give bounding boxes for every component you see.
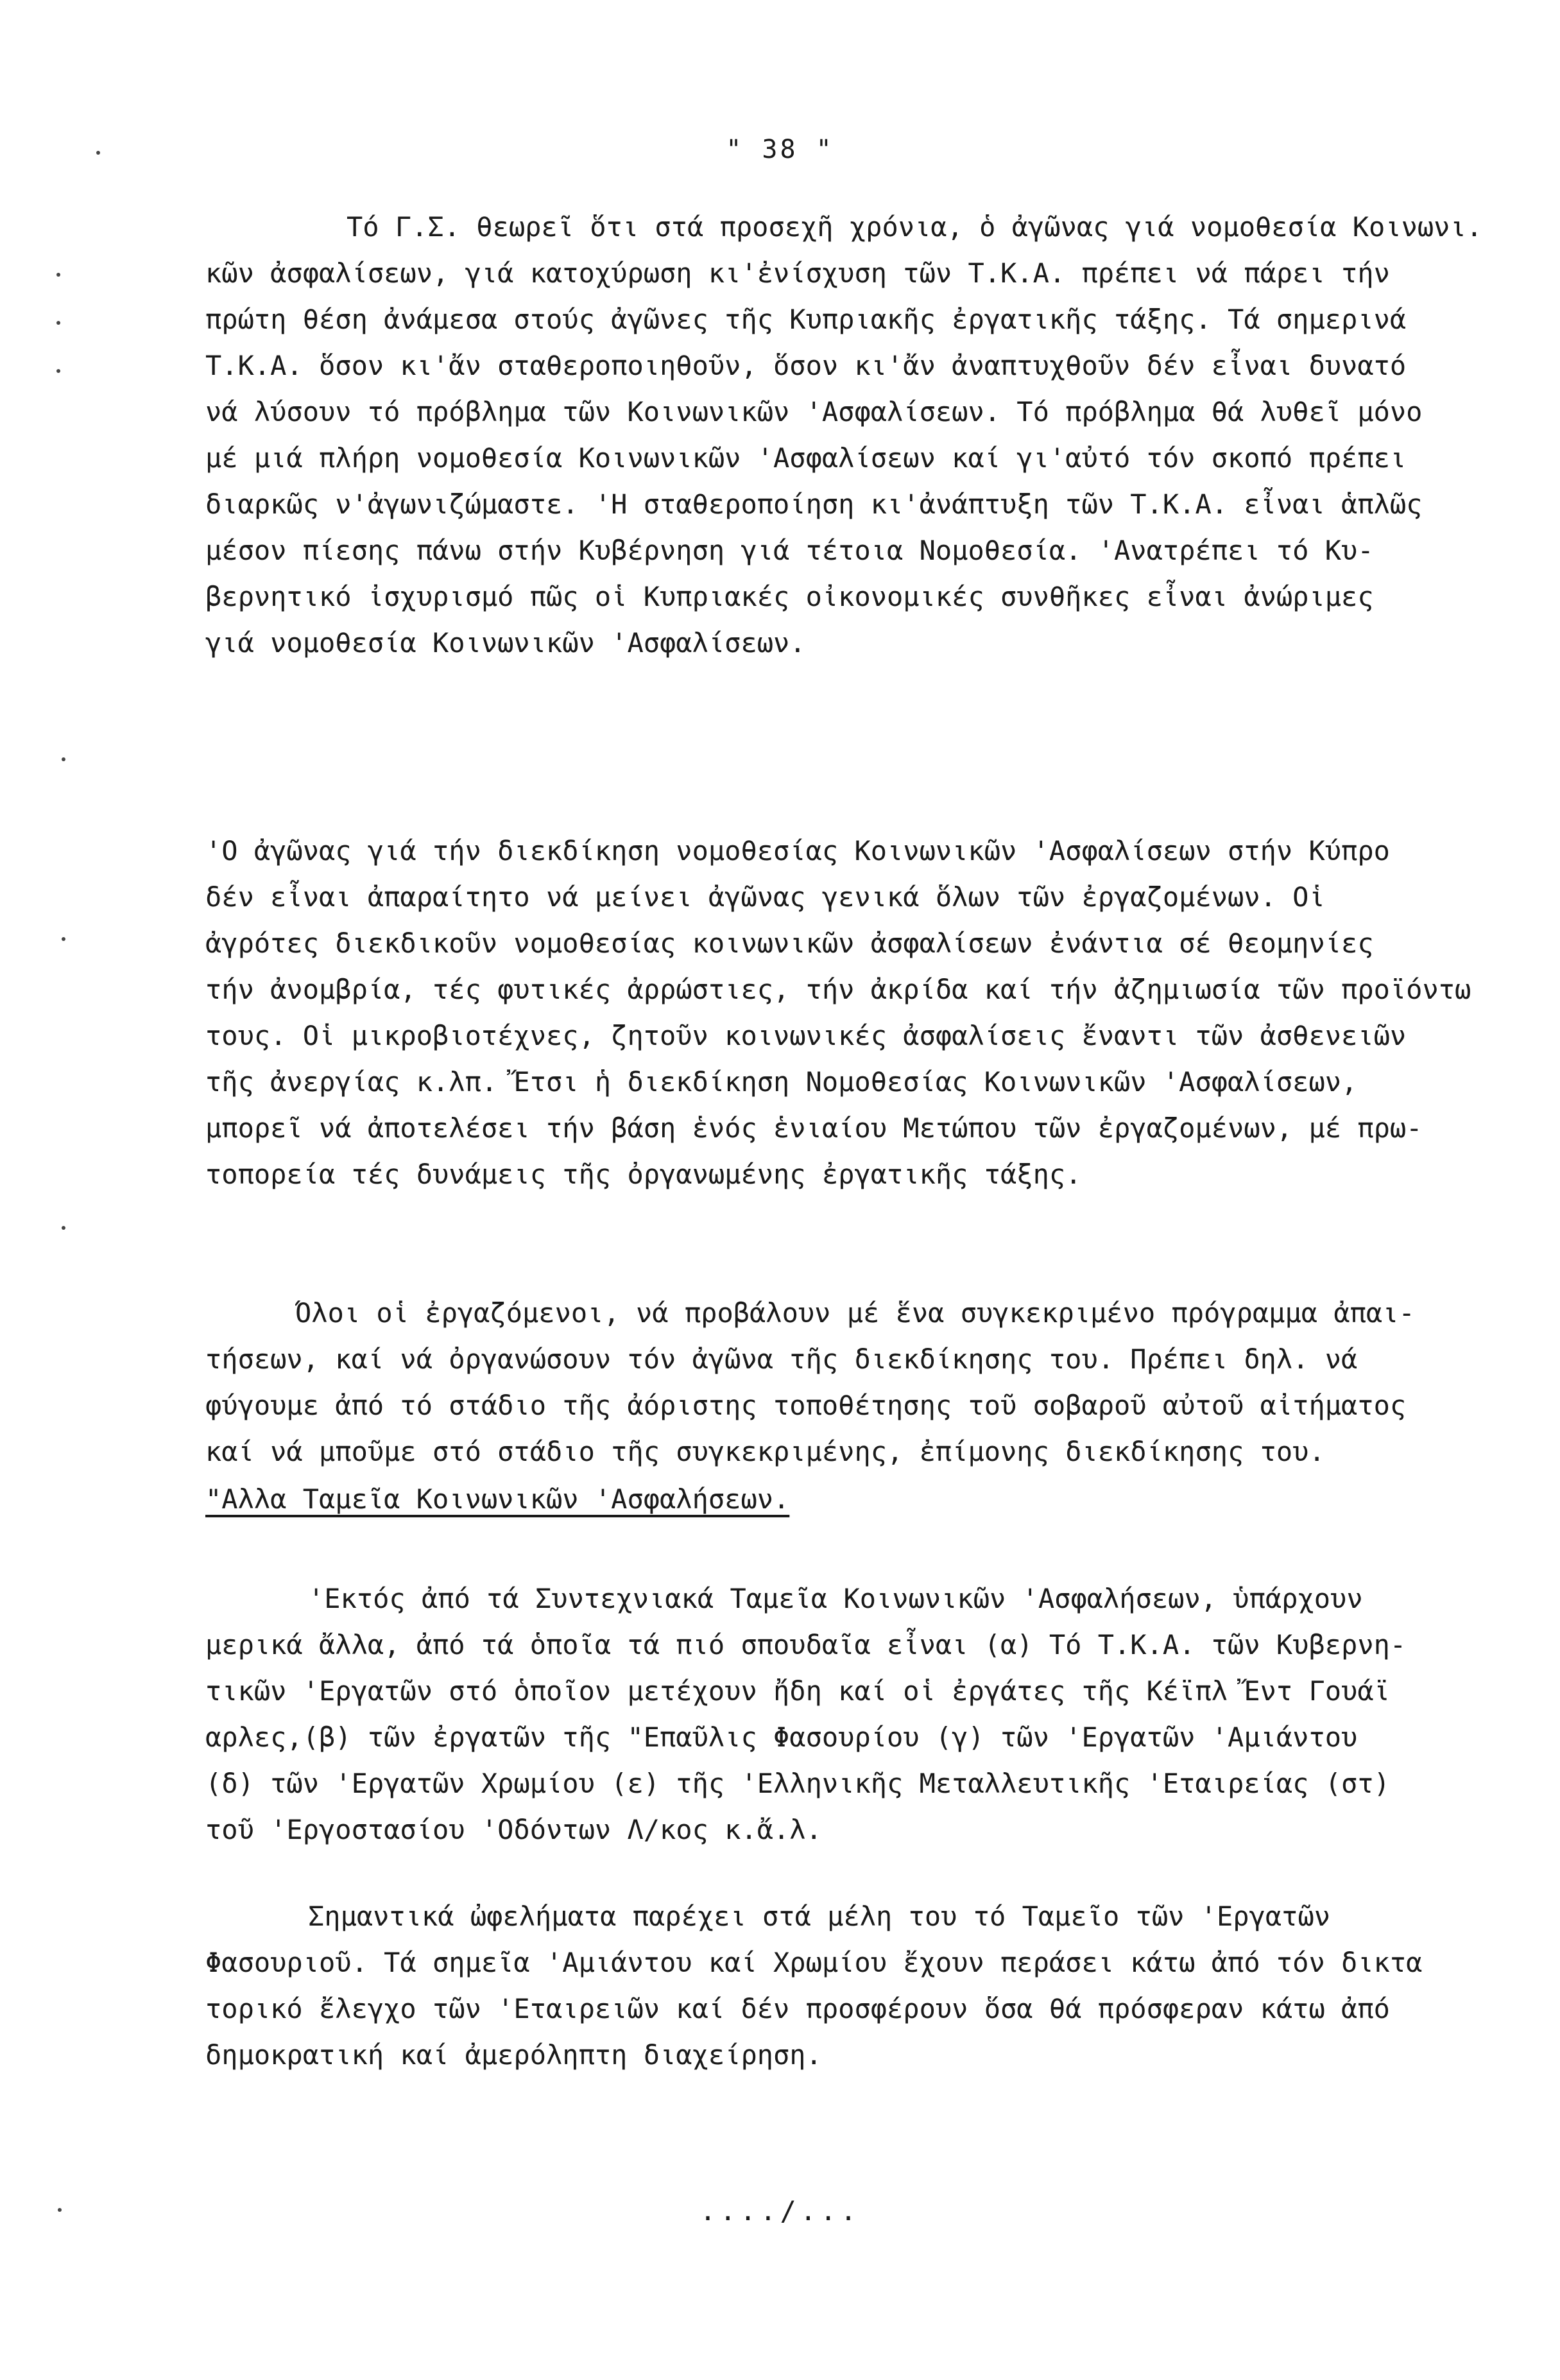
text-line: διαρκῶς ν'ἀγωνιζώμαστε. 'Η σταθεροποίηση κι'ἀνάπτυξη τῶν Τ.Κ.Α. εἶναι ἁπλῶς bbox=[205, 488, 1423, 520]
text-line: (δ) τῶν 'Εργατῶν Χρωμίου (ε) τῆς 'Ελληνικῆς Μεταλλευτικῆς 'Εταιρείας (στ) bbox=[205, 1768, 1390, 1799]
text-line: τοῦ 'Εργοστασίου 'Οδόντων Λ/κος κ.ἄ.λ. bbox=[205, 1814, 822, 1845]
page-number: " 38 " bbox=[726, 135, 834, 164]
text-line: τικῶν 'Εργατῶν στό ὁποῖον μετέχουν ἤδη καί οἱ ἐργάτες τῆς Κέϊπλ Ἔντ Γουάϊ bbox=[205, 1675, 1390, 1707]
text-line: τήσεων, καί νά ὀργανώσουν τόν ἀγῶνα τῆς διεκδίκησης του. Πρέπει δηλ. νά bbox=[205, 1343, 1358, 1375]
text-line: μέ μιά πλήρη νομοθεσία Κοινωνικῶν 'Ασφαλίσεων καί γι'αὐτό τόν σκοπό πρέπει bbox=[205, 442, 1407, 474]
paragraph-1-body bbox=[205, 250, 1495, 666]
scan-speck bbox=[56, 369, 60, 373]
scan-speck bbox=[56, 321, 60, 325]
text-line: κῶν ἀσφαλίσεων, γιά κατοχύρωση κι'ἐνίσχυση τῶν Τ.Κ.Α. πρέπει νά πάρει τήν bbox=[205, 257, 1390, 289]
paragraph-5-first bbox=[308, 1893, 1495, 1940]
continuation-mark: ..../... bbox=[699, 2195, 861, 2227]
scan-speck bbox=[62, 757, 65, 761]
scan-speck bbox=[56, 273, 60, 277]
text-line: νά λύσουν τό πρόβλημα τῶν Κοινωνικῶν 'Ασφαλίσεων. Τό πρόβλημα θά λυθεῖ μόνο bbox=[205, 396, 1423, 427]
paragraph-3-body bbox=[205, 1336, 1495, 1475]
text-line: Ὅλοι οἱ ἐργαζόμενοι, νά προβάλουν μέ ἕνα συγκεκριμένο πρόγραμμα ἀπαι- bbox=[295, 1297, 1415, 1329]
text-line: τορικό ἔλεγχο τῶν 'Εταιρειῶν καί δέν προσφέρουν ὅσα θά πρόσφεραν κάτω ἀπό bbox=[205, 1993, 1390, 2024]
text-line: 'Ο ἀγῶνας γιά τήν διεκδίκηση νομοθεσίας Κοινωνικῶν 'Ασφαλίσεων στήν Κύπρο bbox=[205, 835, 1390, 867]
text-line: αρλες,(β) τῶν ἐργατῶν τῆς "Επαῦλις Φασουρίου (γ) τῶν 'Εργατῶν 'Αμιάντου bbox=[205, 1721, 1358, 1753]
text-line: μέσον πίεσης πάνω στήν Κυβέρνηση γιά τέτοια Νομοθεσία. 'Ανατρέπει τό Κυ- bbox=[205, 535, 1374, 566]
scan-speck bbox=[62, 1226, 65, 1230]
paragraph-4-first bbox=[308, 1576, 1495, 1622]
text-line: καί νά μποῦμε στό στάδιο τῆς συγκεκριμένης, ἐπίμονης διεκδίκησης του. bbox=[205, 1436, 1325, 1467]
text-line: Φασουριοῦ. Τά σημεῖα 'Αμιάντου καί Χρωμίου ἔχουν περάσει κάτω ἀπό τόν δικτα bbox=[205, 1947, 1423, 1978]
text-line: γιά νομοθεσία Κοινωνικῶν 'Ασφαλίσεων. bbox=[205, 627, 806, 659]
paragraph-3-first bbox=[295, 1290, 1495, 1336]
text-line: 'Εκτός ἀπό τά Συντεχνιακά Ταμεῖα Κοινωνικῶν 'Ασφαλήσεων, ὑπάρχουν bbox=[308, 1583, 1363, 1614]
text-line: μπορεῖ νά ἀποτελέσει τήν βάση ἑνός ἑνιαίου Μετώπου τῶν ἐργαζομένων, μέ πρω- bbox=[205, 1112, 1423, 1144]
text-line: δημοκρατική καί ἀμερόληπτη διαχείρηση. bbox=[205, 2039, 822, 2071]
text-line: βερνητικό ἰσχυρισμό πῶς οἱ Κυπριακές οἰκονομικές συνθῆκες εἶναι ἀνώριμες bbox=[205, 581, 1374, 612]
scan-speck bbox=[62, 937, 65, 941]
paragraph-5-body bbox=[205, 1940, 1495, 2078]
scan-speck bbox=[96, 151, 100, 155]
text-line: φύγουμε ἀπό τό στάδιο τῆς ἀόριστης τοποθέτησης τοῦ σοβαροῦ αὐτοῦ αἰτήματος bbox=[205, 1390, 1407, 1421]
text-line: τῆς ἀνεργίας κ.λπ. Ἔτσι ἡ διεκδίκηση Νομοθεσίας Κοινωνικῶν 'Ασφαλίσεων, bbox=[205, 1066, 1358, 1098]
paragraph-1 bbox=[347, 204, 1502, 250]
scan-speck bbox=[58, 2208, 62, 2212]
text-line: Τ.Κ.Α. ὅσον κι'ἄν σταθεροποιηθοῦν, ὅσον κι'ἄν ἀναπτυχθοῦν δέν εἶναι δυνατό bbox=[205, 350, 1407, 381]
text-line: πρώτη θέση ἀνάμεσα στούς ἀγῶνες τῆς Κυπριακῆς ἐργατικῆς τάξης. Τά σημερινά bbox=[205, 304, 1407, 335]
text-line: Σημαντικά ὠφελήματα παρέχει στά μέλη του τό Ταμεῖο τῶν 'Εργατῶν bbox=[308, 1901, 1331, 1932]
text-line: τήν ἀνομβρία, τές φυτικές ἀρρώστιες, τήν ἀκρίδα καί τήν ἀζημιωσία τῶν προϊόντω bbox=[205, 974, 1471, 1005]
text-line: τους. Οἱ μικροβιοτέχνες, ζητοῦν κοινωνικές ἀσφαλίσεις ἔναντι τῶν ἀσθενειῶν bbox=[205, 1020, 1407, 1051]
section-heading-text: "Αλλα Ταμεῖα Κοινωνικῶν 'Ασφαλήσεων. bbox=[205, 1483, 790, 1515]
text-line: ἀγρότες διεκδικοῦν νομοθεσίας κοινωνικῶν ἀσφαλίσεων ἐνάντια σέ θεομηνίες bbox=[205, 927, 1374, 959]
section-heading bbox=[205, 1476, 1495, 1522]
text-line: τοπορεία τές δυνάμεις τῆς ὀργανωμένης ἐργατικῆς τάξης. bbox=[205, 1159, 1082, 1190]
paragraph-2 bbox=[205, 828, 1495, 1198]
text-line: δέν εἶναι ἀπαραίτητο νά μείνει ἀγῶνας γενικά ὅλων τῶν ἐργαζομένων. Οἱ bbox=[205, 881, 1325, 913]
text-line: μερικά ἄλλα, ἀπό τά ὁποῖα τά πιό σπουδαῖα εἶναι (α) Τό Τ.Κ.Α. τῶν Κυβερνη- bbox=[205, 1629, 1407, 1660]
paragraph-4-body bbox=[205, 1622, 1495, 1853]
text-line: Τό Γ.Σ. θεωρεῖ ὅτι στά προσεχῆ χρόνια, ὁ ἀγῶνας γιά νομοθεσία Κοινωνι. bbox=[347, 211, 1483, 243]
